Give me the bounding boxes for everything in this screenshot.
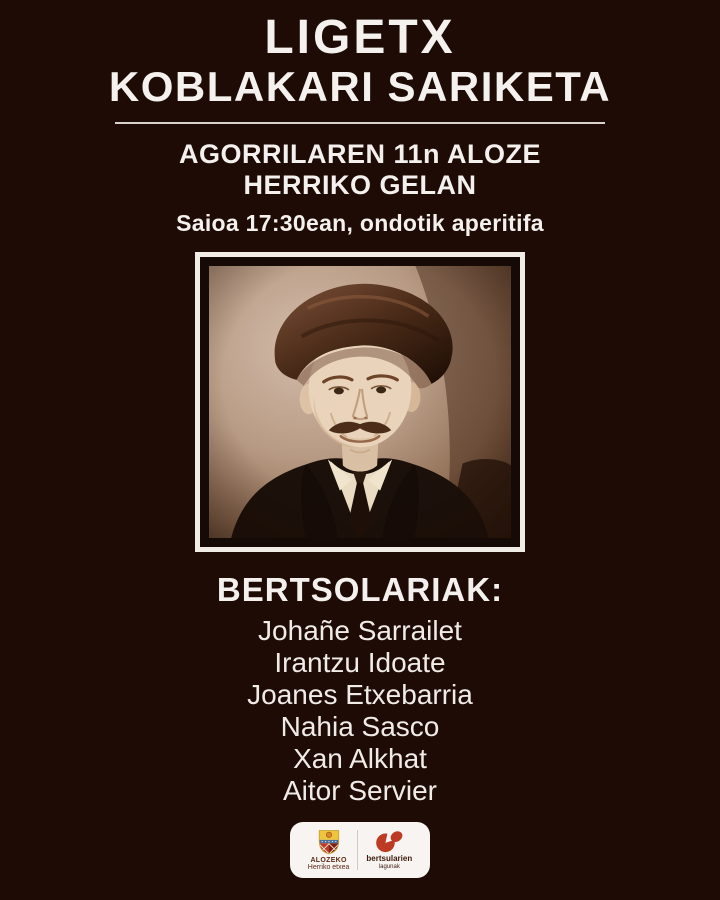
performers-list <box>247 615 473 807</box>
logo-divider <box>357 830 358 870</box>
performers-heading: BERTSOLARIAK: <box>216 571 504 608</box>
event-date-block <box>179 139 541 201</box>
bertsularien-logo-subtitle: lagunak <box>378 863 400 870</box>
portrait-photo <box>209 266 511 538</box>
alozeko-logo-name: ALOZEKO <box>310 856 347 864</box>
bertsularien-logo-name: bertsularien <box>366 854 413 864</box>
event-date-line1: AGORRILAREN 11n ALOZE <box>178 139 542 169</box>
bertsularien-logo <box>366 830 412 870</box>
performer-name: Xan Alkhat <box>293 743 427 774</box>
event-date-line2: HERRIKO GELAN <box>243 170 477 200</box>
poster-title-line2: KOBLAKARI SARIKETA <box>108 63 612 110</box>
alozeko-logo-subtitle: Herriko etxea <box>307 864 350 871</box>
session-info: Saioa 17:30ean, ondotik aperitifa <box>176 210 544 236</box>
performer-name: Irantzu Idoate <box>274 647 446 678</box>
alozeko-logo <box>308 829 350 872</box>
footer-logo-card <box>290 822 430 878</box>
portrait-photo-frame <box>195 252 525 552</box>
title-underline <box>115 122 605 124</box>
poster-title-line1: LIGETX <box>264 11 456 64</box>
performer-name: Johañe Sarrailet <box>258 615 462 646</box>
alozeko-crest-icon <box>318 829 340 855</box>
bertsularien-logo-icon <box>373 830 405 853</box>
performer-name: Nahia Sasco <box>280 711 440 742</box>
performer-name: Joanes Etxebarria <box>247 679 473 710</box>
performer-name: Aitor Servier <box>282 775 438 806</box>
